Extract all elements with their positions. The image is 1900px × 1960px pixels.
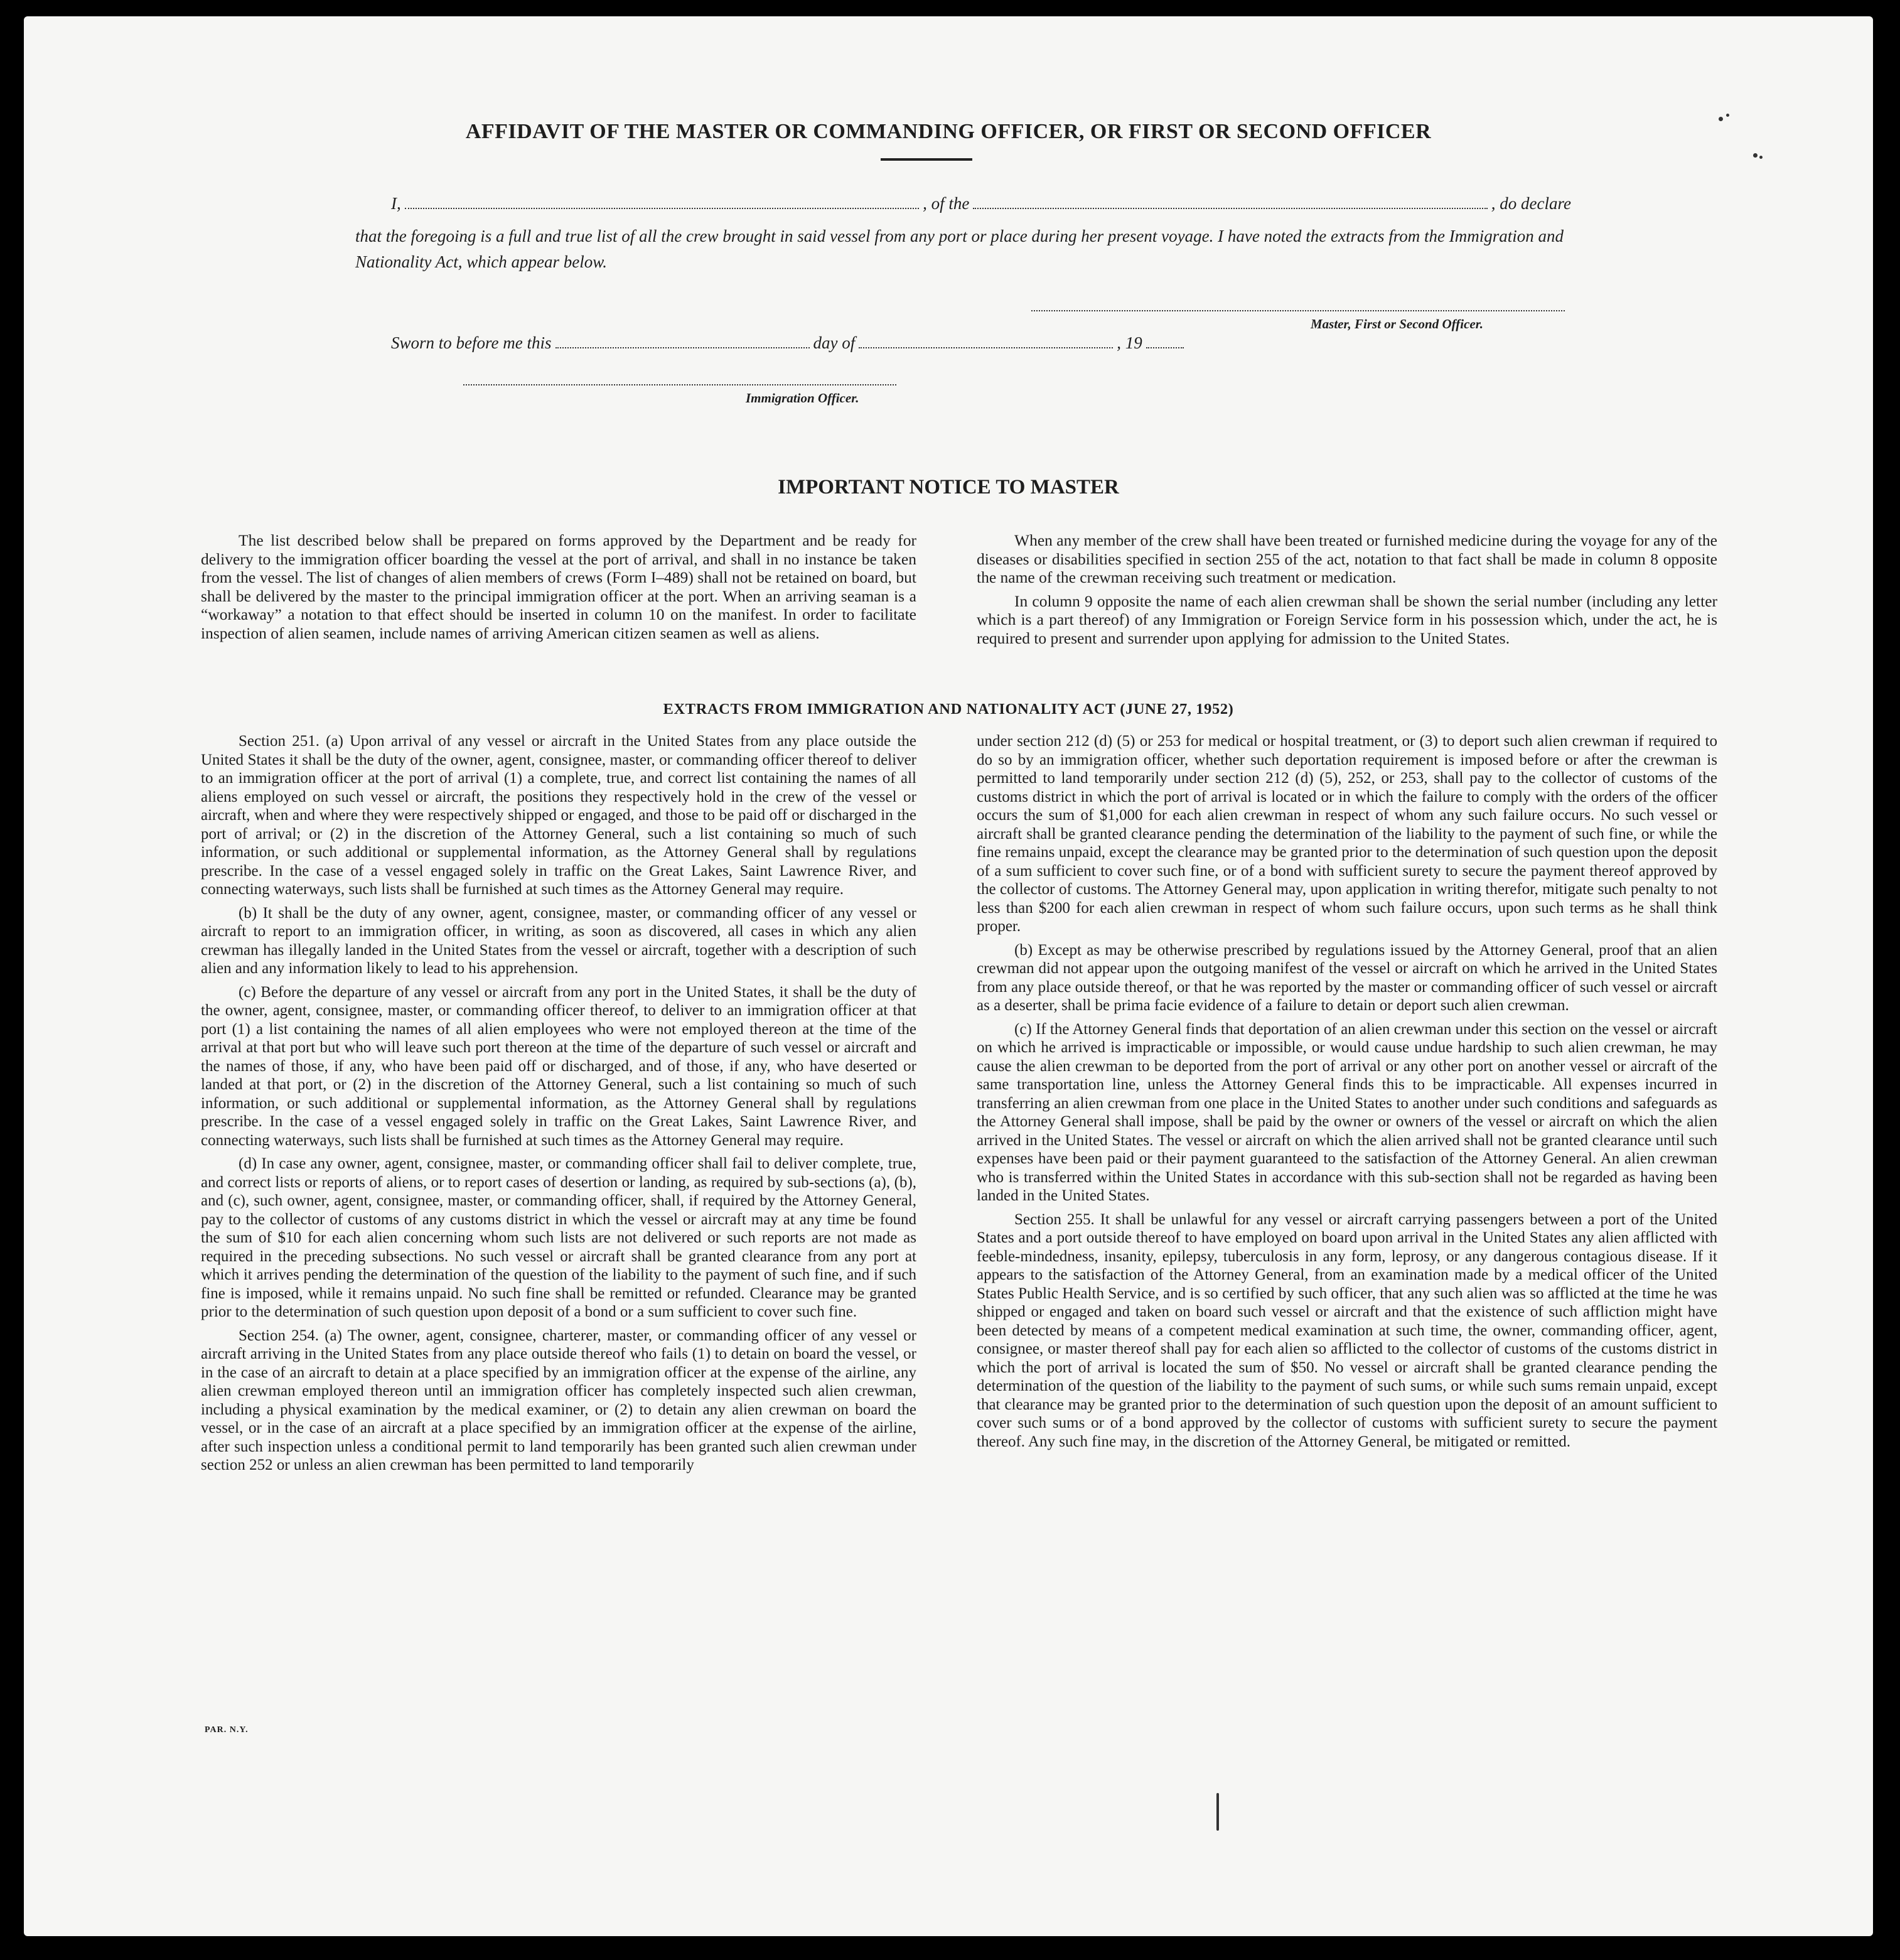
scan-speck: [1726, 114, 1729, 117]
extracts-right-column: [977, 732, 1717, 1456]
scan-speck: [1759, 156, 1763, 159]
declaration-line: [391, 194, 1571, 213]
section-254-c: (c) If the Attorney General finds that deportation of an alien crewman under this section on the vessel or aircraft on which he arrived is impracticable or impossible, or would cause undue hardship to such alien crewman, he may cause the alien crewman to be deported from the port of arrival or any other port on another vessel or aircraft of the same transportation line, unless the Attorney General finds this to be impracticable. All expenses incurred in transferring an alien crewman from one place in the United States to another under such conditions and safeguards as the Attorney General shall impose, shall be paid by the owner or owners of the vessel or aircraft on which the alien arrived in the United States. The vessel or aircraft on which the alien arrived shall not be granted clearance until such expenses have been paid or their payment guaranteed to the satisfaction of the Attorney General. An alien crewman who is transferred within the United States in accordance with this sub-section shall not be regarded as having been landed in the United States.: [977, 1020, 1717, 1204]
section-254-a: Section 254. (a) The owner, agent, consignee, charterer, master, or commanding officer of any vessel or aircraft arriving in the United States from any place outside thereof who fails (1) to detain on board the vessel, or in the case of an aircraft to detain at a place specified by an immigration officer at the expense of the airline, any alien crewman employed thereon until an immigration officer has completely inspected such alien crewman, including a physical examination by the medical examiner, or (2) to detain any alien crewman on board the vessel, or in the case of an aircraft at a place specified by an immigration officer at the expense of the airline, after such inspection unless a conditional permit to land temporarily has been granted such alien crewman under section 252 or unless an alien crewman has been permitted to land temporarily: [201, 1327, 916, 1473]
vessel-blank[interactable]: [973, 197, 1487, 209]
sworn-year-blank[interactable]: [1146, 336, 1184, 348]
declaration-end: , do declare: [1491, 194, 1571, 213]
notice-title: IMPORTANT NOTICE TO MASTER: [778, 476, 1119, 498]
sworn-prefix: Sworn to before me this: [391, 333, 552, 352]
sworn-day-label: day of: [813, 333, 856, 352]
sworn-line: [391, 333, 1282, 353]
printer-mark: PAR. N.Y.: [205, 1725, 249, 1735]
section-251-b: (b) It shall be the duty of any owner, agent, consignee, master, or commanding officer of any vessel or aircraft to report to an immigration officer, in writing, as soon as discovered, all cases in which any alien crewman has illegally landed in the United States from the vessel or aircraft, together with a description of such alien and any information likely to lead to his apprehension.: [201, 904, 916, 977]
notice-paragraph: The list described below shall be prepared on forms approved by the Department and be ready for delivery to the immigration officer boarding the vessel at the port of arrival, and shall in no instance be taken from the vessel. The list of changes of alien members of crews (Form I–489) shall not be retained on board, but shall be delivered by the master to the principal immigration officer at the port. When an arriving seaman is a “workaway” a notation to that effect should be inserted in column 10 on the manifest. In order to facilitate inspection of alien seamen, include names of arriving American citizen seamen as well as aliens.: [201, 531, 916, 642]
sworn-month-blank[interactable]: [859, 336, 1113, 348]
declaration-mid: , of the: [923, 194, 970, 213]
notice-right-column: [977, 531, 1717, 653]
sworn-year-label: , 19: [1117, 333, 1142, 352]
section-251-c: (c) Before the departure of any vessel or aircraft from any port in the United States, it shall be the duty of the owner, agent, consignee, master, or commanding officer thereof, to deliver to an immigration officer at that port (1) a list containing the names of all alien employees who were not employed thereon at the time of the arrival at that port but who will leave such port thereon at the time of the departure of such vessel or aircraft and the names of those, if any, who have been paid off or discharged, and of those, if any, who have deserted or landed at that port, or (2) in the discretion of the Attorney General, such a list containing so much of such information, or such additional or supplemental information, as the Attorney General shall by regulations prescribe. In the case of a vessel engaged solely in traffic on the Great Lakes, Saint Lawrence River, and connecting waterways, such lists shall be furnished at such times as the Attorney General may require.: [201, 983, 916, 1149]
master-signature-caption: Master, First or Second Officer.: [1311, 316, 1483, 331]
section-251-d: (d) In case any owner, agent, consignee, master, or commanding officer shall fail to deliver complete, true, and correct lists or reports of aliens, or to report cases of desertion or landing, as required by sub-sections (a), (b), and (c), such owner, agent, consignee, master, or commanding officer, shall, if required by the Attorney General, pay to the collector of customs of any customs district in which the vessel or aircraft may at any time be found the sum of $10 for each alien concerning whom such lists are not delivered or such reports are not made as required in the preceding subsections. No such vessel or aircraft shall be granted clearance from any port at which it arrives pending the determination of the question of the liability to the payment of such fine, and if such fine is imposed, while it remains unpaid. No such fine shall be remitted or refunded. Clearance may be granted prior to the determination of such question upon deposit of a bond or a sum sufficient to cover such fine.: [201, 1155, 916, 1320]
extracts-left-column: [201, 732, 916, 1480]
scan-speck: [1719, 117, 1723, 121]
notice-paragraph: In column 9 opposite the name of each alien crewman shall be shown the serial number (including any letter which is a part thereof) of any Immigration or Foreign Service form in his possession which, under the act, he is required to present and surrender upon applying for admission to the United States.: [977, 591, 1717, 647]
name-blank[interactable]: [405, 197, 919, 209]
title-rule: [881, 158, 972, 161]
section-255: Section 255. It shall be unlawful for any vessel or aircraft carrying passengers between a port of the United States and a port outside thereof to have employed on board upon arrival in the United States any alien afflicted with feeble-mindedness, insanity, epilepsy, tuberculosis in any form, leprosy, or any dangerous contagious disease. If it appears to the satisfaction of the Attorney General, from an examination made by a medical officer of the United States Public Health Service, and is so certified by such officer, that any such alien was so afflicted at the time he was shipped or engaged and taken on board such vessel or aircraft and that the existence of such affliction might have been detected by means of a competent medical examination at such time, the owner, commanding officer, agent, consignee, or master thereof shall pay for each alien so afflicted to the collector of customs of the customs district in which the port of arrival is located the sum of $50. No vessel or aircraft shall be granted clearance pending the determination of the question of the liability to the payment of such sums, or while such sums remain unpaid, except that clearance may be granted prior to the determination of such question upon the deposit of an amount sufficient to cover such sums or of a bond approved by the collector of customs with sufficient surety to secure the payment thereof. Any such fine may, in the discretion of the Attorney General, be mitigated or remitted.: [977, 1210, 1717, 1450]
section-254-b: (b) Except as may be otherwise prescribed by regulations issued by the Attorney General, proof that an alien crewman did not appear upon the outgoing manifest of the vessel or aircraft on which he arrived in the United States from any place outside thereof, or that he was reported by the master or commanding officer of such vessel or aircraft as a deserter, shall be prima facie evidence of a failure to detain or deport such alien crewman.: [977, 941, 1717, 1014]
scan-speck: [1753, 153, 1758, 158]
notice-left-column: [201, 531, 916, 648]
document-page: [24, 16, 1873, 1936]
officer-signature-line[interactable]: [463, 384, 896, 385]
section-254-a-continued: under section 212 (d) (5) or 253 for medical or hospital treatment, or (3) to deport such alien crewman if required to do so by an immigration officer, whether such deportation requirement is imposed before or after the crewman is permitted to land temporarily under section 212 (d) (5), 252, or 253, shall pay to the collector of customs of the customs district in which the port of arrival is located or in which the failure to comply with the orders of the officer occurs the sum of $1,000 for each alien crewman in respect of whom any such failure occurs. No such vessel or aircraft shall be granted clearance pending the determination of the liability to the payment of such fine, or while the fine remains unpaid, except the clearance may be granted prior to the determination of such question upon the deposit of a sum sufficient to cover such fine, or of a bond with sufficient surety to secure the payment thereof approved by the collector of customs. The Attorney General may, upon application in writing therefor, mitigate such penalty to not less than $200 for each alien crewman in respect of whom such failure occurs, upon such terms as he shall think proper.: [977, 733, 1717, 935]
notice-paragraph: When any member of the crew shall have been treated or furnished medicine during the voyage for any of the diseases or disabilities specified in section 255 of the act, notation to that fact shall be made in column 8 opposite the name of the crewman receiving such treatment or medication.: [977, 531, 1717, 587]
officer-signature-caption: Immigration Officer.: [746, 390, 859, 406]
scan-mark: [1216, 1793, 1219, 1831]
master-signature-line[interactable]: [1031, 310, 1565, 311]
extracts-title: EXTRACTS FROM IMMIGRATION AND NATIONALITY ACT (JUNE 27, 1952): [663, 701, 1234, 718]
sworn-day-blank[interactable]: [556, 336, 810, 348]
section-251-a: Section 251. (a) Upon arrival of any vessel or aircraft in the United States from any place outside the United States it shall be the duty of the owner, agent, consignee, master, or commanding officer thereof to deliver to an immigration officer at the port of arrival (1) a complete, true, and correct list containing the names of all aliens employed on such vessel or aircraft, the positions they respectively hold in the crew of the vessel or aircraft, when and where they were respectively shipped or engaged, and those to be paid off or discharged in the port of arrival; or (2) in the discretion of the Attorney General, such a list containing so much of such information, or such additional or supplemental information, as the Attorney General shall by regulations prescribe. In the case of a vessel engaged solely in traffic on the Great Lakes, Saint Lawrence River, and connecting waterways, such lists shall be furnished at such times as the Attorney General may require.: [201, 733, 916, 898]
declaration-statement: that the foregoing is a full and true list of all the crew brought in said vessel from any port or place during her present voyage. I have noted the extracts from the Immigration and Nationality Act, which appear below.: [355, 227, 1564, 271]
declaration-start: I,: [391, 194, 401, 213]
affidavit-title: AFFIDAVIT OF THE MASTER OR COMMANDING OFFICER, OR FIRST OR SECOND OFFICER: [465, 120, 1432, 143]
